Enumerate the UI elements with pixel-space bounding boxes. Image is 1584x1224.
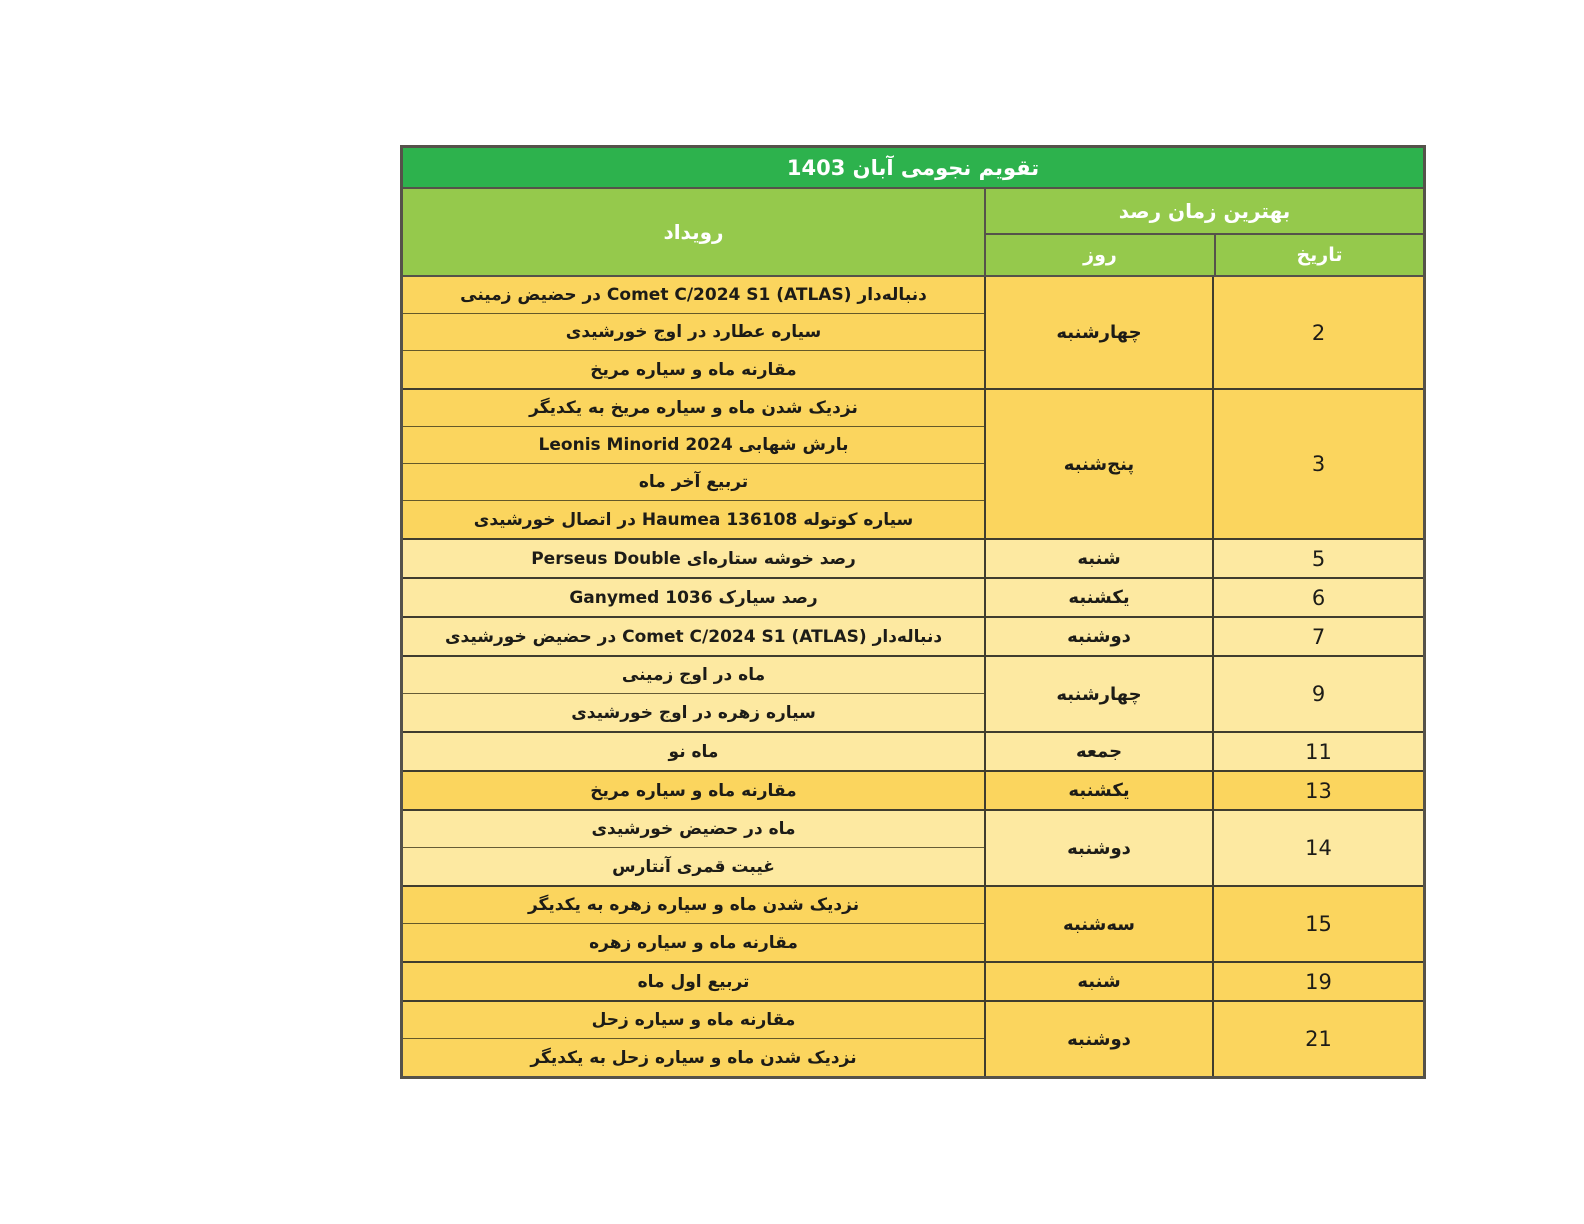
table-row <box>403 1000 1423 1076</box>
day-cell: یکشنبه <box>984 579 1212 616</box>
events-cell <box>403 657 984 731</box>
event-cell: دنباله‌دار Comet C/2024 S1 (ATLAS)‎ در حضیض زمینی <box>403 277 984 314</box>
events-cell <box>403 963 984 1000</box>
table-row <box>403 731 1423 770</box>
event-cell: بارش شهابی Leonis Minorid 2024 <box>403 427 984 464</box>
event-cell: رصد خوشه ستاره‌ای Perseus Double <box>531 548 856 569</box>
event-cell: مقارنه ماه و سیاره زحل <box>403 1002 984 1039</box>
table-title: تقویم نجومی آبان 1403 <box>403 148 1423 189</box>
events-cell <box>403 618 984 655</box>
day-cell: چهارشنبه <box>984 277 1212 388</box>
day-cell: یکشنبه <box>984 772 1212 809</box>
day-cell: چهارشنبه <box>984 657 1212 731</box>
table-row <box>403 616 1423 655</box>
events-cell <box>403 579 984 616</box>
event-cell: سیاره زهره در اوج خورشیدی <box>571 702 816 723</box>
date-cell: 9 <box>1212 657 1423 731</box>
column-header-best-time: بهترین زمان رصد <box>986 189 1423 235</box>
table-row <box>403 388 1423 538</box>
table-row <box>403 770 1423 809</box>
table-row <box>403 885 1423 961</box>
event-cell: نزدیک شدن ماه و سیاره مریخ به یکدیگر <box>403 390 984 427</box>
event-cell: دنباله‌دار Comet C/2024 S1 (ATLAS)‎ در حضیض خورشیدی <box>444 626 943 647</box>
header-best-time-block <box>984 189 1423 275</box>
header-sub-row <box>986 235 1423 275</box>
day-cell: جمعه <box>984 733 1212 770</box>
column-header-event: رویداد <box>403 189 984 275</box>
date-cell: 11 <box>1212 733 1423 770</box>
events-cell <box>403 811 984 885</box>
table-row <box>403 277 1423 388</box>
day-cell: دوشنبه <box>984 811 1212 885</box>
date-cell: 14 <box>1212 811 1423 885</box>
event-cell: مقارنه ماه و سیاره مریخ <box>590 780 797 801</box>
event-cell: سیاره عطارد در اوج خورشیدی <box>403 314 984 351</box>
event-cell: غیبت قمری آنتارس <box>612 856 775 877</box>
events-cell <box>403 540 984 577</box>
event-cell: تربیع اول ماه <box>637 971 750 992</box>
day-cell: شنبه <box>984 540 1212 577</box>
event-cell: ماه نو <box>668 741 719 762</box>
events-cell <box>403 772 984 809</box>
event-cell: رصد سیارک 1036 Ganymed <box>569 587 818 608</box>
column-header-day: روز <box>986 235 1214 275</box>
events-cell <box>403 1002 984 1076</box>
events-cell <box>403 887 984 961</box>
date-cell: 15 <box>1212 887 1423 961</box>
date-cell: 5 <box>1212 540 1423 577</box>
events-cell <box>403 277 984 388</box>
events-cell <box>403 733 984 770</box>
date-cell: 3 <box>1212 390 1423 538</box>
date-cell: 19 <box>1212 963 1423 1000</box>
table-row <box>403 538 1423 577</box>
table-row <box>403 961 1423 1000</box>
column-header-date: تاریخ <box>1214 235 1423 275</box>
event-cell: ماه در حضیض خورشیدی <box>403 811 984 848</box>
event-cell: ماه در اوج زمینی <box>403 657 984 694</box>
date-cell: 6 <box>1212 579 1423 616</box>
table-row <box>403 655 1423 731</box>
event-cell: نزدیک شدن ماه و سیاره زحل به یکدیگر <box>530 1047 857 1068</box>
date-cell: 21 <box>1212 1002 1423 1076</box>
event-cell: نزدیک شدن ماه و سیاره زهره به یکدیگر <box>403 887 984 924</box>
date-cell: 7 <box>1212 618 1423 655</box>
event-cell: مقارنه ماه و سیاره مریخ <box>590 359 797 380</box>
event-cell: تربیع آخر ماه <box>403 464 984 501</box>
events-cell <box>403 390 984 538</box>
day-cell: سه‌شنبه <box>984 887 1212 961</box>
day-cell: دوشنبه <box>984 618 1212 655</box>
table-row <box>403 577 1423 616</box>
date-cell: 2 <box>1212 277 1423 388</box>
table-header <box>403 189 1423 277</box>
table-body <box>403 277 1423 1076</box>
date-cell: 13 <box>1212 772 1423 809</box>
event-cell: سیاره کوتوله 136108 Haumea در اتصال خورشیدی <box>473 509 914 530</box>
day-cell: پنج‌شنبه <box>984 390 1212 538</box>
event-cell: مقارنه ماه و سیاره زهره <box>589 932 798 953</box>
day-cell: دوشنبه <box>984 1002 1212 1076</box>
table-row <box>403 809 1423 885</box>
day-cell: شنبه <box>984 963 1212 1000</box>
astronomy-calendar-table <box>400 145 1426 1079</box>
